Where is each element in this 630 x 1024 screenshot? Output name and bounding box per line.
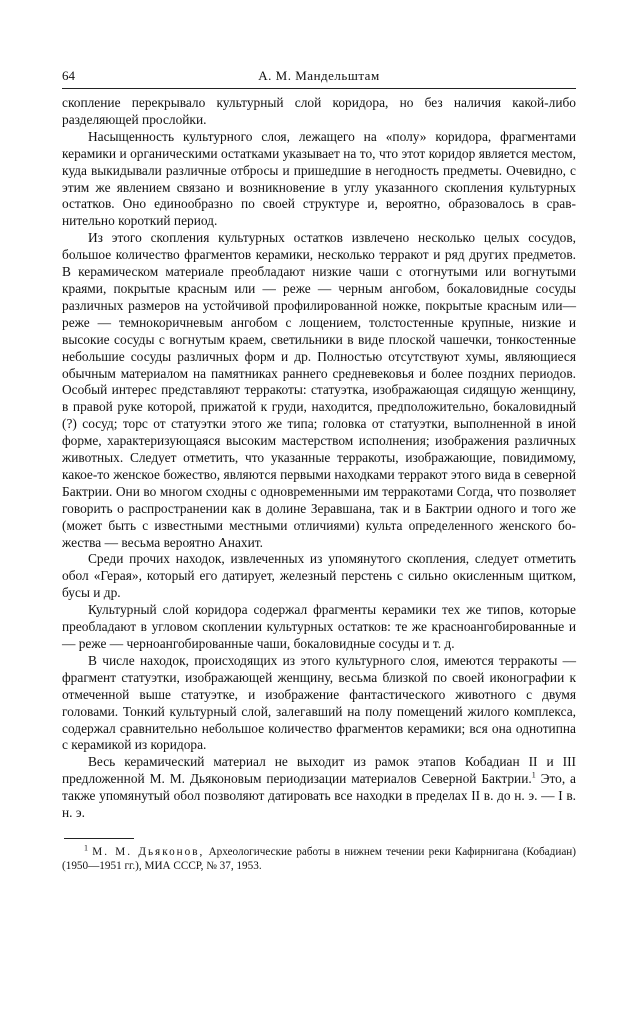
paragraph-other-finds: Среди прочих находок, извлеченных из упомянутого скопления, следует отметить обол «Герая», который его датирует, железный перстень с сильно окисленным щитком, бусы и др.	[62, 551, 576, 601]
running-head	[62, 68, 576, 88]
header-rule	[62, 88, 576, 89]
dating-text-start: Весь керамический материал не выходит из рамок этапов Кобадиан II и III предложенной М. М. Дьяконовым периодизации материалов Северной Бактрии.	[62, 754, 576, 787]
footnote-marker: 1	[84, 843, 88, 853]
page-number: 64	[62, 68, 75, 83]
paragraph-finds: Из этого скопления культурных остатков извлечено несколько целых сосудов, большое количество фрагментов керамики, несколько терракот и ряд других предметов. В керамическом материале преобладают низкие чаши с отогнутыми или вогнутыми краями, покрытые красным или — реже — черным ангобом, бокаловидные сосуды различных размеров на устойчивой профилированной ножке, покрытые красным или— реже — темнокоричневым ангобом с лощением, толстостенные крупные, низкие и высокие сосуды с вогнутым краем, светильники в виде плоской чашечки, тонкостенные небольшие сосуды различных форм и др. Полностью отсутствуют хумы, являющиеся обычным материалом на памятниках раннего средневековья и более поздних периодов. Особый интерес представляют терракоты: статуэтка, изображающая сидящую женщину, в правой руке которой, прижатой к груди, находится, предположительно, бокаловидный (?) сосуд; торс от статуэтки этого же типа; головка от статуэтки, выполненной в иной форме, характеризующаяся высоким мастерством исполнения; изображения различных животных. Следует отметить, что указанные терракоты, изображающие, повидимому, какое-то женское божество, являются первыми находками терракот этого вида в северной Бактрии. Они во многом сходны с одновременными им терракотами Согда, что позволяет говорить о распространении как в долине Зеравшана, так и в Бактрии одного и того же (может быть с известными местными отличиями) культа определенного женского божества — весьма вероятно Анахит.	[62, 230, 576, 550]
footnote-author: М. М. Дьяконов,	[92, 845, 205, 858]
paragraph-terracottas: В числе находок, происходящих из этого культурного слоя, имеются терракоты — фрагмент статуэтки, изображающей женщину, весьма близкой по своей иконографии к отмеченной выше статуэтке, и изображение фантастического животного с двумя головами. Тонкий культурный слой, залегавший на полу помещений жилого комплекса, содержал сравнительно небольшое количество фрагментов керамики; вся она однотипна с керамикой из коридора.	[62, 652, 576, 753]
paragraph-continuation: скопление перекрывало культурный слой коридора, но без наличия какой-либо разделяющей прослойки.	[62, 95, 576, 127]
paragraph-dating	[62, 754, 576, 822]
running-title: А. М. Мандельштам	[258, 68, 380, 83]
dating-text-end: Это, а также упомянутый обол позволяют датировать все находки в пределах II в. до н. э. — I в. н. э.	[62, 771, 577, 821]
footnote-text: Археологические работы в нижнем течении реки Кафирнигана (Кобадиан) (1950—1951 гг.), МИА СССР, № 37, 1953.	[62, 845, 576, 872]
paragraph-corridor-layer: Насыщенность культурного слоя, лежащего на «полу» коридора, фрагментами керамики и органическими остатками указывает на то, что этот коридор является местом, куда выкидывали различные отбросы и пришедшие в негодность предметы. Очевидно, с этим же явлением связано и возникновение в углу указанного скопления культурных остатков. Оно единообразно по своей структуре и, вероятно, образовалось в сравнительно короткий период.	[62, 128, 576, 229]
footnote-rule	[64, 838, 134, 839]
footnote	[62, 845, 576, 873]
paragraph-corridor-ceramics: Культурный слой коридора содержал фрагменты керамики тех же типов, которые преобладают в угловом скоплении культурных остатков: те же красноангобированные и — реже — черноангобированные чаши, бокаловидные сосуды и т. д.	[62, 602, 576, 651]
book-page	[62, 68, 576, 873]
footnote-reference[interactable]: 1	[531, 770, 536, 780]
body-text	[62, 95, 576, 822]
